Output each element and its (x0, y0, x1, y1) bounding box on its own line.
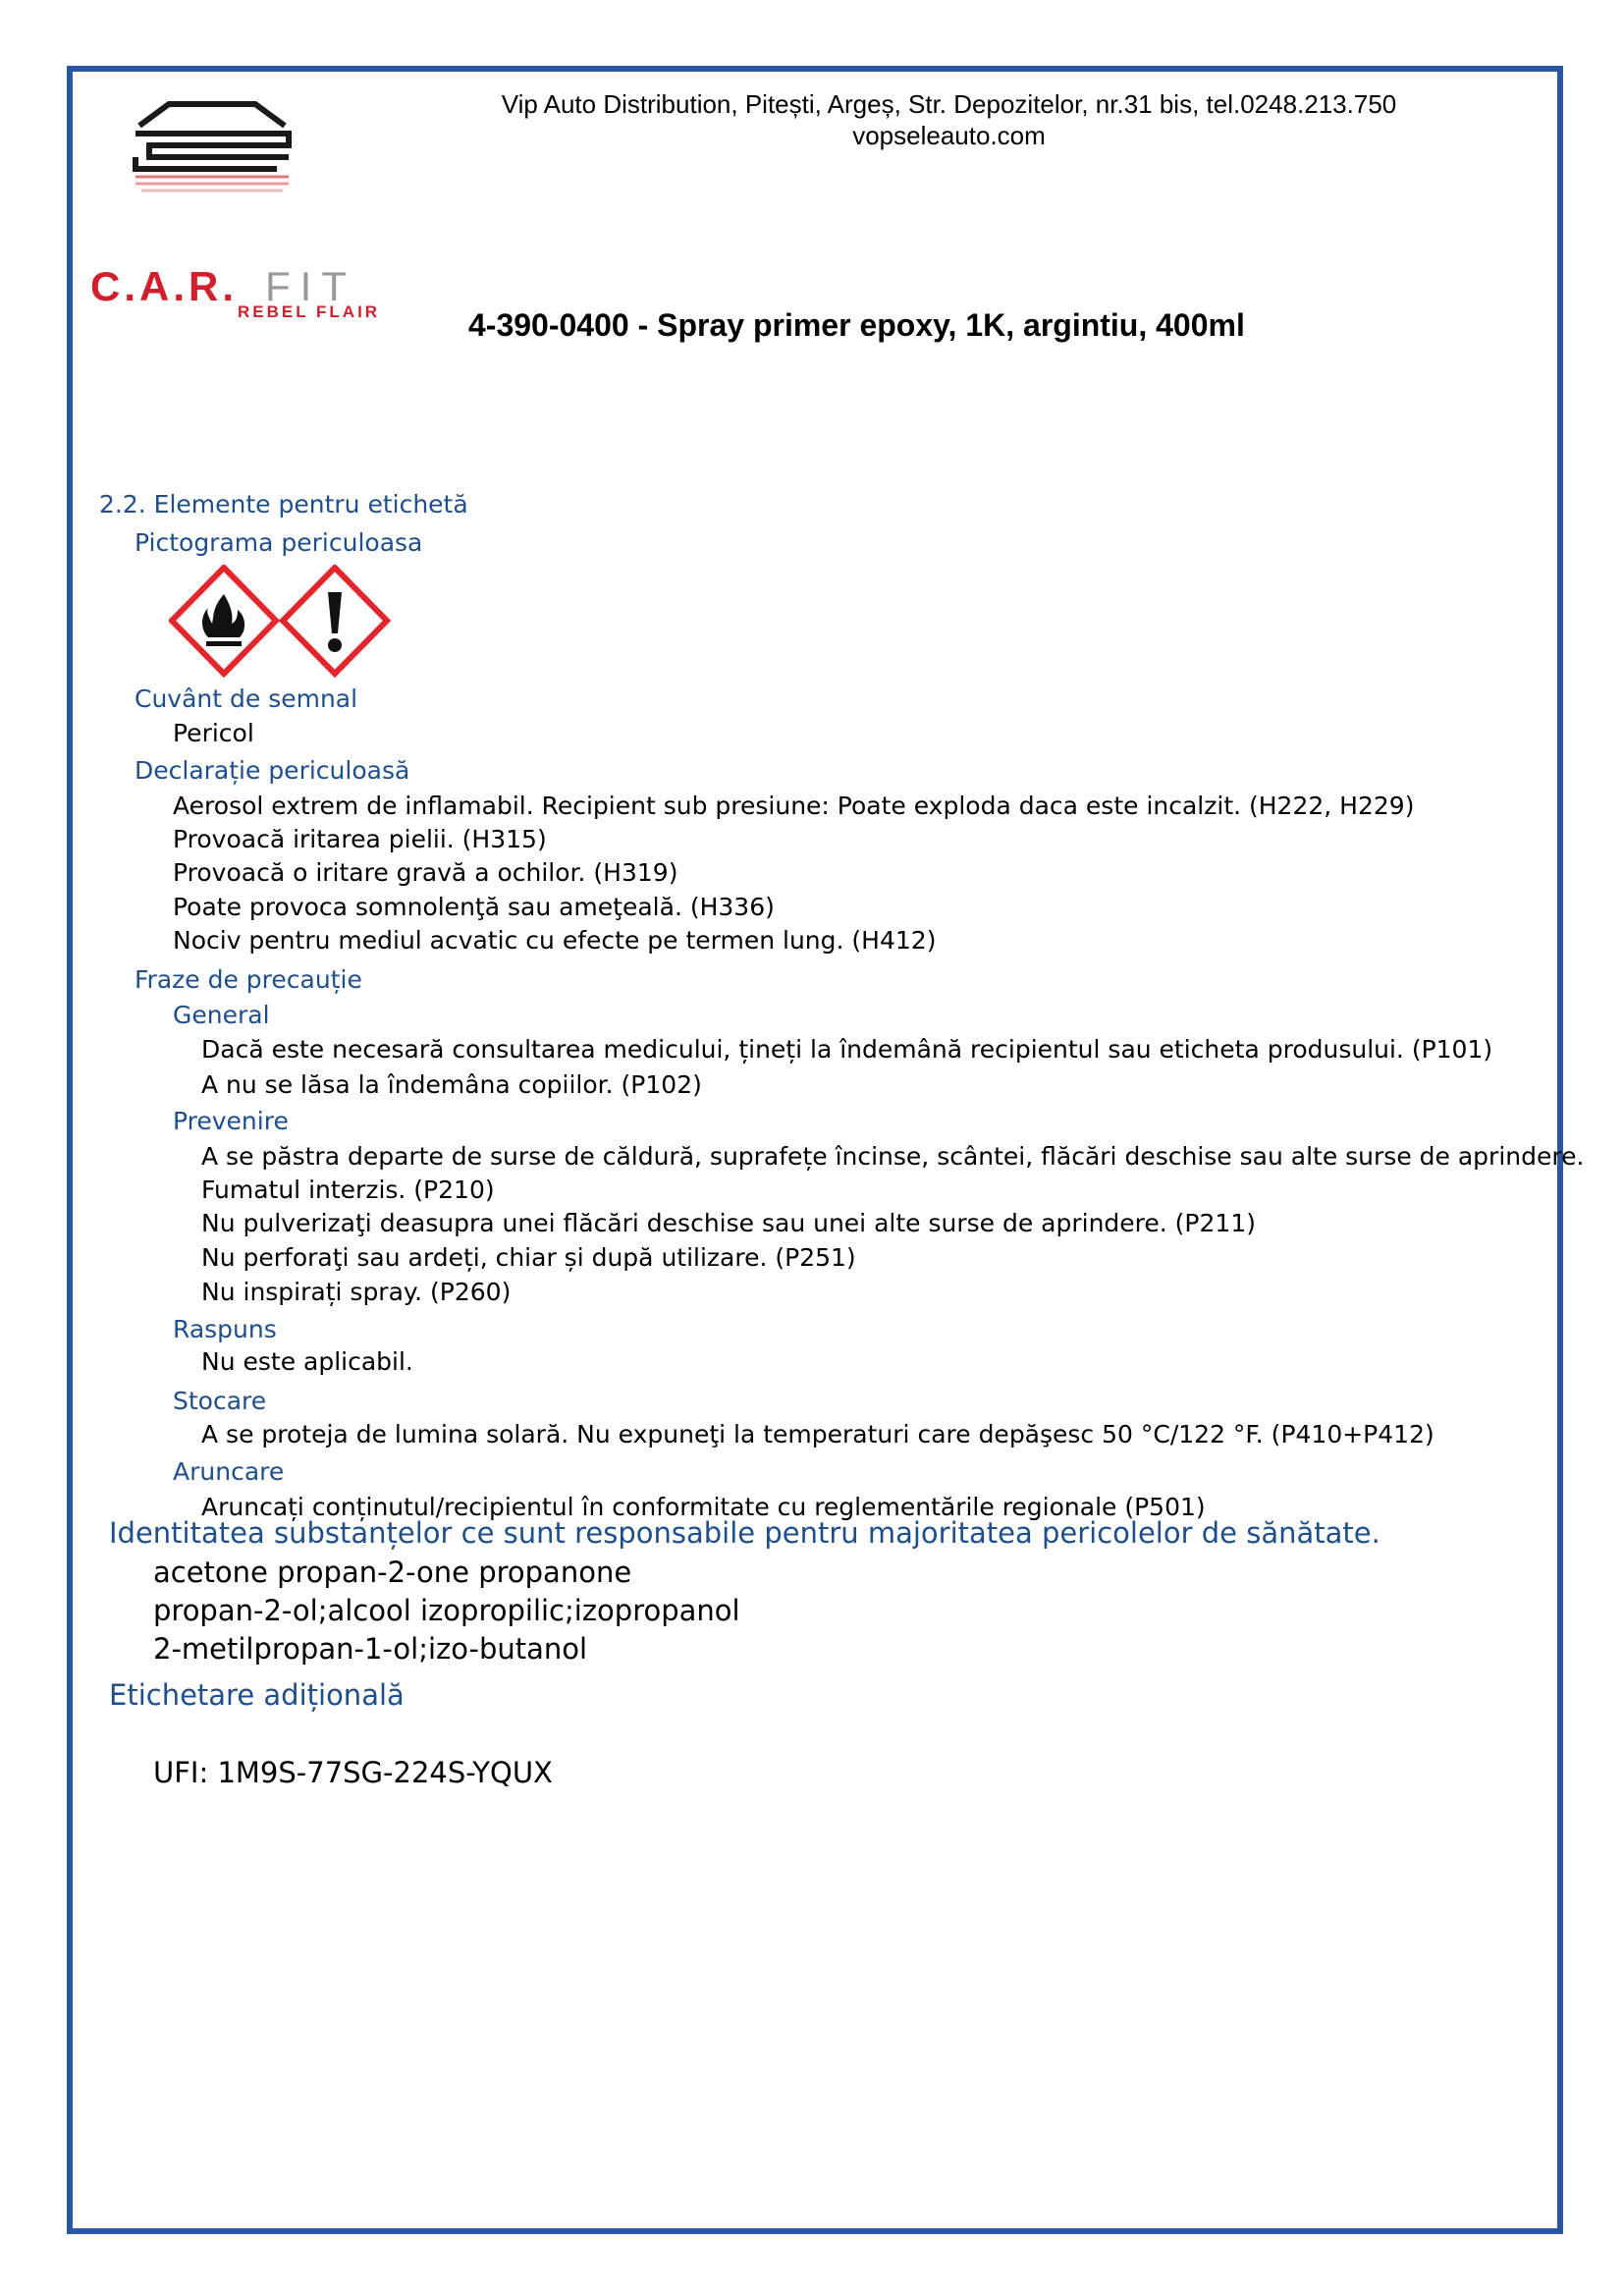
section-heading: 2.2. Elemente pentru etichetă (99, 490, 468, 519)
general-statement: A nu se lăsa la îndemâna copiilor. (P102) (201, 1070, 702, 1099)
carfit-logo-fit: FIT (265, 263, 356, 309)
carfit-logo-sub: REBEL FLAIR (238, 302, 381, 321)
general-statement: Dacă este necesară consultarea medicului, țineți la îndemână recipientul sau eticheta produsului. (P101) (201, 1035, 1493, 1064)
exclamation-pictogram (283, 568, 387, 674)
prevention-statement: Nu inspirați spray. (P260) (201, 1278, 512, 1306)
substance-item: 2-metilpropan-1-ol;izo-butanol (153, 1632, 588, 1666)
hazard-statement: Poate provoca somnolenţă sau ameţeală. (H336) (173, 893, 775, 921)
prevention-statement: Fumatul interzis. (P210) (201, 1175, 495, 1204)
prevention-label: Prevenire (173, 1107, 289, 1135)
carfit-logo (90, 263, 395, 322)
product-title: 4-390-0400 - Spray primer epoxy, 1K, argintiu, 400ml (468, 307, 1245, 343)
prevention-statement: A se păstra departe de surse de căldură, suprafețe încinse, scântei, flăcări deschise sau alte surse de aprindere. (201, 1142, 1585, 1171)
ufi-code: UFI: 1M9S-77SG-224S-YQUX (153, 1756, 553, 1789)
prevention-statement: Nu pulverizaţi deasupra unei flăcări deschise sau unei alte surse de aprindere. (P211) (201, 1209, 1256, 1237)
precaution-label: Fraze de precauție (135, 965, 362, 994)
hazard-statement: Provoacă o iritare gravă a ochilor. (H319) (173, 858, 678, 887)
company-website: vopseleauto.com (852, 121, 1046, 150)
company-address: Vip Auto Distribution, Pitești, Argeș, Str. Depozitelor, nr.31 bis, tel.0248.213.750 (501, 89, 1397, 119)
hazard-pictograms (169, 565, 395, 678)
substance-item: acetone propan-2-one propanone (153, 1556, 632, 1589)
hazard-statement: Aerosol extrem de inflamabil. Recipient sub presiune: Poate exploda daca este incalzit. (H222, H229) (173, 792, 1415, 820)
carfit-logo-main: C.A.R. (90, 263, 238, 309)
signal-word-label: Cuvânt de semnal (135, 684, 358, 713)
additional-label: Etichetare adițională (109, 1678, 405, 1712)
flame-pictogram (172, 568, 276, 674)
prevention-statement: Nu perforaţi sau ardeți, chiar și după utilizare. (P251) (201, 1243, 856, 1272)
storage-statement: A se proteja de lumina solară. Nu expuneţi la temperaturi care depăşesc 50 °C/122 °F. (P410+P412) (201, 1420, 1434, 1449)
pictogram-label: Pictograma periculoasa (135, 528, 423, 557)
storage-label: Stocare (173, 1387, 267, 1415)
substance-item: propan-2-ol;alcool izopropilic;izopropanol (153, 1594, 740, 1627)
hazard-statement: Nociv pentru mediul acvatic cu efecte pe termen lung. (H412) (173, 926, 937, 955)
hazard-label: Declarație periculoasă (135, 756, 410, 785)
identity-heading: Identitatea substanțelor ce sunt responsabile pentru majoritatea pericolelor de sănătate. (109, 1516, 1380, 1550)
hazard-statement: Provoacă iritarea pielii. (H315) (173, 825, 547, 853)
response-label: Raspuns (173, 1315, 277, 1343)
disposal-statement: Aruncați conținutul/recipientul în conformitate cu reglementările regionale (P501) (201, 1493, 1206, 1521)
signal-word: Pericol (173, 719, 254, 747)
disposal-label: Aruncare (173, 1457, 285, 1486)
general-label: General (173, 1001, 270, 1029)
company-info (0, 88, 1623, 151)
response-statement: Nu este aplicabil. (201, 1347, 413, 1376)
